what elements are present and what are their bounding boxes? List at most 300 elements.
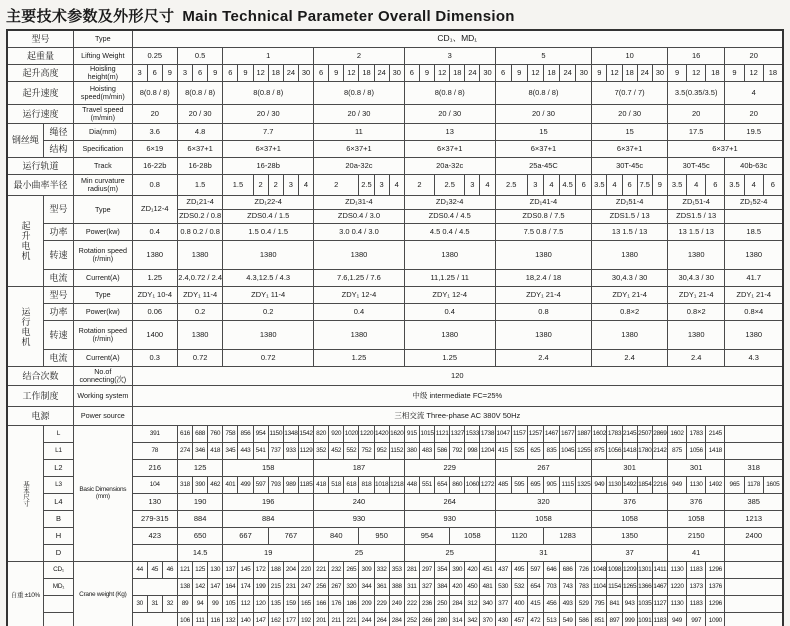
data-cell: 443	[238, 443, 253, 460]
data-cell: 2	[253, 175, 268, 196]
data-cell: 646	[543, 562, 559, 579]
data-cell: 266	[419, 613, 434, 626]
data-cell: 493	[560, 596, 576, 613]
data-cell: 264	[404, 494, 495, 511]
row-rope-dia	[7, 124, 783, 141]
data-cell: 549	[560, 613, 576, 626]
data-cell: 915	[404, 426, 419, 443]
data-cell: 390	[193, 477, 208, 494]
label-cell: 型号	[7, 30, 74, 48]
data-cell: ZD₁41-4	[495, 196, 592, 210]
data-cell: 30	[132, 596, 147, 613]
data-cell: 2.5	[495, 175, 527, 196]
data-cell: 9	[592, 65, 607, 82]
data-cell: 1157	[511, 426, 527, 443]
data-cell: 3.6	[132, 124, 177, 141]
label-cell: 运行轨道	[7, 158, 74, 175]
data-cell: 9	[667, 65, 686, 82]
data-cell: 9	[511, 65, 527, 82]
data-cell: 1220	[359, 426, 374, 443]
data-cell: 8(0.8 / 8)	[495, 82, 592, 105]
data-cell: 14.5	[177, 545, 222, 562]
data-cell: 5	[495, 48, 592, 65]
data-cell: ZDY₁ 21-4	[667, 287, 724, 304]
data-cell: 999	[622, 613, 637, 626]
data-cell: 30	[389, 65, 404, 82]
data-cell: 11	[314, 124, 405, 141]
data-cell: 513	[543, 613, 559, 626]
data-cell: 18	[706, 65, 725, 82]
data-cell: 462	[208, 477, 223, 494]
label-cell: 转速	[43, 321, 73, 350]
data-cell: 3.0 0.4 / 3.0	[314, 224, 405, 241]
data-cell: 20 / 30	[592, 105, 668, 124]
data-cell: 654	[435, 477, 450, 494]
data-cell: 229	[374, 596, 389, 613]
data-cell: 1418	[622, 443, 637, 460]
data-cell: 875	[667, 443, 686, 460]
data-cell: 1.5 0.4 / 1.5	[223, 224, 314, 241]
data-cell: 1154	[607, 579, 622, 596]
data-cell: 6×37+1	[223, 141, 314, 158]
data-cell: 8(0.8 / 8)	[132, 82, 177, 105]
data-cell: 17.5	[667, 124, 724, 141]
data-cell: 256	[314, 579, 329, 596]
data-cell: 284	[450, 596, 465, 613]
data-cell: 452	[329, 443, 344, 460]
data-cell: 46	[162, 562, 177, 579]
data-cell: 201	[314, 613, 329, 626]
label-cell: 运行电机	[7, 287, 43, 367]
data-cell: 9	[725, 65, 744, 82]
label-cell: 功率	[43, 224, 73, 241]
data-cell: 481	[480, 579, 495, 596]
data-cell: 229	[404, 460, 495, 477]
data-cell: 4	[543, 175, 559, 196]
data-cell: 737	[268, 443, 283, 460]
data-cell: 3.5	[725, 175, 744, 196]
data-cell: 31	[495, 545, 592, 562]
label-cell: 工作制度	[7, 386, 74, 407]
data-cell: 320	[495, 494, 592, 511]
label-cell: Hoisling height(m)	[74, 65, 133, 82]
label-cell: Min curvature radius(m)	[74, 175, 133, 196]
data-cell: 0.8×2	[592, 304, 668, 321]
label-cell: 起升电机	[7, 196, 43, 287]
data-cell: 1296	[706, 596, 725, 613]
data-cell: 0.06	[132, 304, 177, 321]
row-track	[7, 158, 783, 175]
row-travel-motor-current	[7, 350, 783, 367]
data-cell: 20	[725, 48, 783, 65]
data-cell	[725, 579, 783, 596]
data-cell: 767	[268, 528, 313, 545]
data-cell: 952	[374, 443, 389, 460]
data-cell: 8(0.8 / 8)	[177, 82, 222, 105]
label-cell: 型号	[43, 287, 73, 304]
data-cell: 448	[404, 477, 419, 494]
data-cell: 1492	[622, 477, 637, 494]
data-cell: 1400	[132, 321, 177, 350]
data-cell: 795	[592, 596, 607, 613]
data-cell: 111	[193, 613, 208, 626]
label-cell: Current(A)	[74, 350, 133, 367]
data-cell: B	[43, 511, 73, 528]
data-cell: 105	[223, 596, 238, 613]
data-cell: 495	[511, 562, 527, 579]
data-cell: 597	[527, 562, 543, 579]
data-cell: 3	[374, 175, 389, 196]
data-cell: 6×37+1	[404, 141, 495, 158]
row-connecting	[7, 367, 783, 386]
data-cell: 18	[450, 65, 465, 82]
data-cell: 174	[238, 579, 253, 596]
data-cell: 344	[359, 579, 374, 596]
data-cell: 4	[687, 175, 706, 196]
data-cell: L2	[43, 460, 73, 477]
data-cell: 518	[329, 477, 344, 494]
data-cell: 1183	[687, 596, 706, 613]
label-cell: 最小曲率半径	[7, 175, 74, 196]
page-title-en: Main Technical Parameter Overall Dimension	[182, 8, 515, 25]
data-cell: 451	[480, 562, 495, 579]
data-cell: 1418	[706, 443, 725, 460]
data-cell: 1887	[576, 426, 592, 443]
row-lifting-weight	[7, 48, 783, 65]
data-cell: 930	[314, 511, 405, 528]
data-cell: 989	[283, 477, 298, 494]
data-cell: 19	[223, 545, 314, 562]
main-table	[6, 29, 784, 626]
data-cell: 320	[344, 579, 359, 596]
data-cell: 12	[744, 65, 763, 82]
data-cell: 7.5 0.8 / 7.5	[495, 224, 592, 241]
data-cell: 30T-45c	[667, 158, 724, 175]
data-cell: 949	[667, 613, 686, 626]
row-rope-spec	[7, 141, 783, 158]
data-cell: 0.8 0.2 / 0.8	[177, 224, 222, 241]
data-cell: 1213	[725, 511, 783, 528]
data-cell: 186	[344, 596, 359, 613]
data-cell: 147	[208, 579, 223, 596]
data-cell: 1854	[637, 477, 652, 494]
label-cell: 起升速度	[7, 82, 74, 105]
data-cell: 1380	[404, 321, 495, 350]
data-cell: ZDS1.5 / 13	[592, 210, 668, 224]
data-cell: 247	[298, 579, 313, 596]
data-cell: 695	[527, 477, 543, 494]
data-cell: 920	[329, 426, 344, 443]
data-cell: 18	[543, 65, 559, 82]
data-cell: 240	[314, 494, 405, 511]
data-cell: 3	[132, 65, 147, 82]
data-cell: 1183	[687, 562, 706, 579]
row-hoisting-speed	[7, 82, 783, 105]
label-cell: Track	[74, 158, 133, 175]
data-cell: ZD₁32-4	[404, 196, 495, 210]
data-cell: 4	[744, 175, 763, 196]
data-cell: 8(0.8 / 8)	[404, 82, 495, 105]
data-cell: 1327	[450, 426, 465, 443]
data-cell: 703	[543, 579, 559, 596]
data-cell: 2869	[652, 426, 667, 443]
data-cell: ZD₁51-4	[592, 196, 668, 210]
data-cell: 4	[725, 82, 783, 105]
data-cell: 1602	[667, 426, 686, 443]
data-cell: 1380	[725, 241, 783, 270]
data-cell: 20 / 30	[223, 105, 314, 124]
data-cell: ZDY₁ 21-4	[495, 287, 592, 304]
data-cell: 954	[253, 426, 268, 443]
data-cell: 1380	[177, 241, 222, 270]
data-cell: 135	[268, 596, 283, 613]
label-cell: Current(A)	[74, 270, 133, 287]
row-travel-motor-power	[7, 304, 783, 321]
data-cell: 6	[147, 65, 162, 82]
data-cell: 18	[622, 65, 637, 82]
data-cell: 125	[177, 460, 222, 477]
data-cell	[725, 545, 783, 562]
data-cell: 897	[607, 613, 622, 626]
data-cell: 1467	[652, 579, 667, 596]
data-cell: 1098	[607, 562, 622, 579]
data-cell: 1380	[223, 321, 314, 350]
data-cell: 2.4	[592, 350, 668, 367]
data-cell: 280	[435, 613, 450, 626]
data-cell: 472	[527, 613, 543, 626]
data-cell: 142	[193, 579, 208, 596]
data-cell: 1380	[667, 321, 724, 350]
data-cell: 188	[268, 562, 283, 579]
data-cell: 532	[511, 579, 527, 596]
data-cell: 24	[637, 65, 652, 82]
data-cell: 841	[607, 596, 622, 613]
data-cell: 16-28b	[177, 158, 222, 175]
data-cell: 6	[404, 65, 419, 82]
row-dim-L	[7, 426, 783, 443]
data-cell: 391	[132, 426, 177, 443]
data-cell: 281	[404, 562, 419, 579]
data-cell: 24	[283, 65, 298, 82]
data-cell: 99	[208, 596, 223, 613]
data-cell: 20 / 30	[495, 105, 592, 124]
data-cell: 20 / 30	[177, 105, 222, 124]
data-cell: 1115	[560, 477, 576, 494]
data-cell: 30,4.3 / 30	[592, 270, 668, 287]
data-cell: 954	[404, 528, 449, 545]
row-hoist-motor-power	[7, 224, 783, 241]
data-cell: 856	[238, 426, 253, 443]
data-cell: 1272	[480, 477, 495, 494]
data-cell: 1380	[314, 321, 405, 350]
data-cell: 9	[652, 175, 667, 196]
data-cell: 835	[543, 443, 559, 460]
data-cell: 20 / 30	[314, 105, 405, 124]
data-cell: 884	[223, 511, 314, 528]
data-cell: 1350	[592, 528, 668, 545]
data-cell: 851	[592, 613, 607, 626]
data-cell: 654	[527, 579, 543, 596]
data-cell: 18,2.4 / 18	[495, 270, 592, 287]
data-cell: 4.5	[560, 175, 576, 196]
data-cell: ZD₁21-4	[177, 196, 222, 210]
data-cell: 793	[268, 477, 283, 494]
data-cell: 30,4.3 / 30	[667, 270, 724, 287]
data-cell: 1366	[637, 579, 652, 596]
data-cell: CD₁	[43, 562, 73, 579]
data-cell: 6	[763, 175, 783, 196]
data-cell: 165	[298, 596, 313, 613]
data-cell: 15	[495, 124, 592, 141]
data-cell: 1121	[435, 426, 450, 443]
data-cell: 24	[560, 65, 576, 82]
data-cell: 3	[177, 65, 192, 82]
data-cell: 875	[592, 443, 607, 460]
label-cell: 起升高度	[7, 65, 74, 82]
data-cell: 236	[419, 596, 434, 613]
data-cell	[43, 613, 73, 626]
data-cell: 41.7	[725, 270, 783, 287]
data-cell: 104	[132, 477, 177, 494]
row-min-radius	[7, 175, 783, 196]
data-cell: 24	[465, 65, 480, 82]
data-cell: 1380	[725, 321, 783, 350]
data-cell: ZDY₁ 12-4	[314, 287, 405, 304]
data-cell: 1255	[576, 443, 592, 460]
data-cell: 345	[223, 443, 238, 460]
data-cell: 267	[495, 460, 592, 477]
data-cell: 16-28b	[223, 158, 314, 175]
data-cell: 2150	[667, 528, 724, 545]
data-cell: 376	[592, 494, 668, 511]
data-cell: 166	[314, 596, 329, 613]
data-cell: 933	[283, 443, 298, 460]
data-cell: 3	[404, 48, 495, 65]
data-cell: 943	[622, 596, 637, 613]
data-cell: 1056	[687, 443, 706, 460]
label-cell: Lifting Weight	[74, 48, 133, 65]
data-cell: 541	[253, 443, 268, 460]
page-title-zh: 主要技术参数及外形尺寸	[6, 8, 175, 25]
data-cell: 18	[268, 65, 283, 82]
data-cell: 158	[223, 460, 314, 477]
data-cell: ZDY₁ 12-4	[404, 287, 495, 304]
data-cell: 41	[667, 545, 724, 562]
data-cell: 1152	[389, 443, 404, 460]
data-cell: 4.3	[725, 350, 783, 367]
data-cell: 1296	[706, 562, 725, 579]
label-cell: 转速	[43, 241, 73, 270]
label-cell: No.of connecting(次)	[74, 367, 133, 386]
data-cell: 7.5	[637, 175, 652, 196]
data-cell: 2.5	[435, 175, 465, 196]
data-cell: 342	[465, 613, 480, 626]
data-cell: 138	[177, 579, 192, 596]
data-cell: 529	[576, 596, 592, 613]
data-cell: 625	[527, 443, 543, 460]
data-cell: ZD₁22-4	[223, 196, 314, 210]
data-cell: 485	[495, 477, 511, 494]
data-cell: MD₁	[43, 579, 73, 596]
label-cell: Hoisting speed(m/min)	[74, 82, 133, 105]
row-working-system	[7, 386, 783, 407]
data-cell: 1058	[592, 511, 668, 528]
data-cell: 220	[298, 562, 313, 579]
data-cell: ZDY₁ 21-4	[592, 287, 668, 304]
data-cell: 595	[511, 477, 527, 494]
data-cell: 176	[329, 596, 344, 613]
label-cell: 绳径	[43, 124, 73, 141]
data-cell: 162	[268, 613, 283, 626]
data-cell: 20	[132, 105, 177, 124]
data-cell: 2.4	[667, 350, 724, 367]
data-cell: 1129	[298, 443, 313, 460]
data-cell: 216	[132, 460, 177, 477]
data-cell: 3	[527, 175, 543, 196]
data-cell: 309	[359, 562, 374, 579]
data-cell: 1380	[592, 241, 668, 270]
data-cell: 264	[374, 613, 389, 626]
data-cell: 190	[177, 494, 222, 511]
row-travel-motor-speed	[7, 321, 783, 350]
label-cell: 电流	[43, 350, 73, 367]
data-cell: 1120	[495, 528, 543, 545]
data-cell: 6×37+1	[667, 141, 783, 158]
data-cell	[725, 562, 783, 579]
row-weight-cd1	[7, 562, 783, 579]
data-cell: 137	[223, 562, 238, 579]
data-cell: 0.4	[132, 224, 177, 241]
data-cell: 950	[359, 528, 404, 545]
data-cell: 267	[329, 579, 344, 596]
data-cell: 2507	[637, 426, 652, 443]
data-cell: 1204	[480, 443, 495, 460]
data-cell: 12	[253, 65, 268, 82]
data-cell: 2.4	[495, 350, 592, 367]
label-cell: Working system	[74, 386, 133, 407]
data-cell: 12	[435, 65, 450, 82]
data-cell: 1.5	[223, 175, 253, 196]
label-cell: 自重 ±10%	[7, 562, 43, 626]
data-cell: 2216	[652, 477, 667, 494]
label-cell: Travel speed (m/min)	[74, 105, 133, 124]
data-cell: 三相交流 Three-phase AC 380V 50Hz	[132, 407, 783, 426]
data-cell: 0.72	[177, 350, 222, 367]
data-cell: 415	[527, 596, 543, 613]
data-cell: 6×37+1	[177, 141, 222, 158]
data-cell: 1257	[527, 426, 543, 443]
data-cell: 1091	[637, 613, 652, 626]
data-cell: 930	[404, 511, 495, 528]
data-cell: 16	[667, 48, 724, 65]
data-cell: 159	[283, 596, 298, 613]
data-cell: 0.25	[132, 48, 177, 65]
data-cell: 11,1.25 / 11	[404, 270, 495, 287]
data-cell: 2	[404, 175, 434, 196]
data-cell: 318	[725, 460, 783, 477]
row-hoist-motor-type	[7, 196, 783, 210]
data-cell: 1380	[223, 241, 314, 270]
data-cell: 45	[147, 562, 162, 579]
data-cell: 18	[763, 65, 783, 82]
data-cell: L1	[43, 443, 73, 460]
data-cell: 415	[495, 443, 511, 460]
data-cell: 1411	[652, 562, 667, 579]
data-cell: 423	[132, 528, 177, 545]
data-cell: 792	[450, 443, 465, 460]
data-cell: 6	[576, 175, 592, 196]
data-cell: 30	[576, 65, 592, 82]
